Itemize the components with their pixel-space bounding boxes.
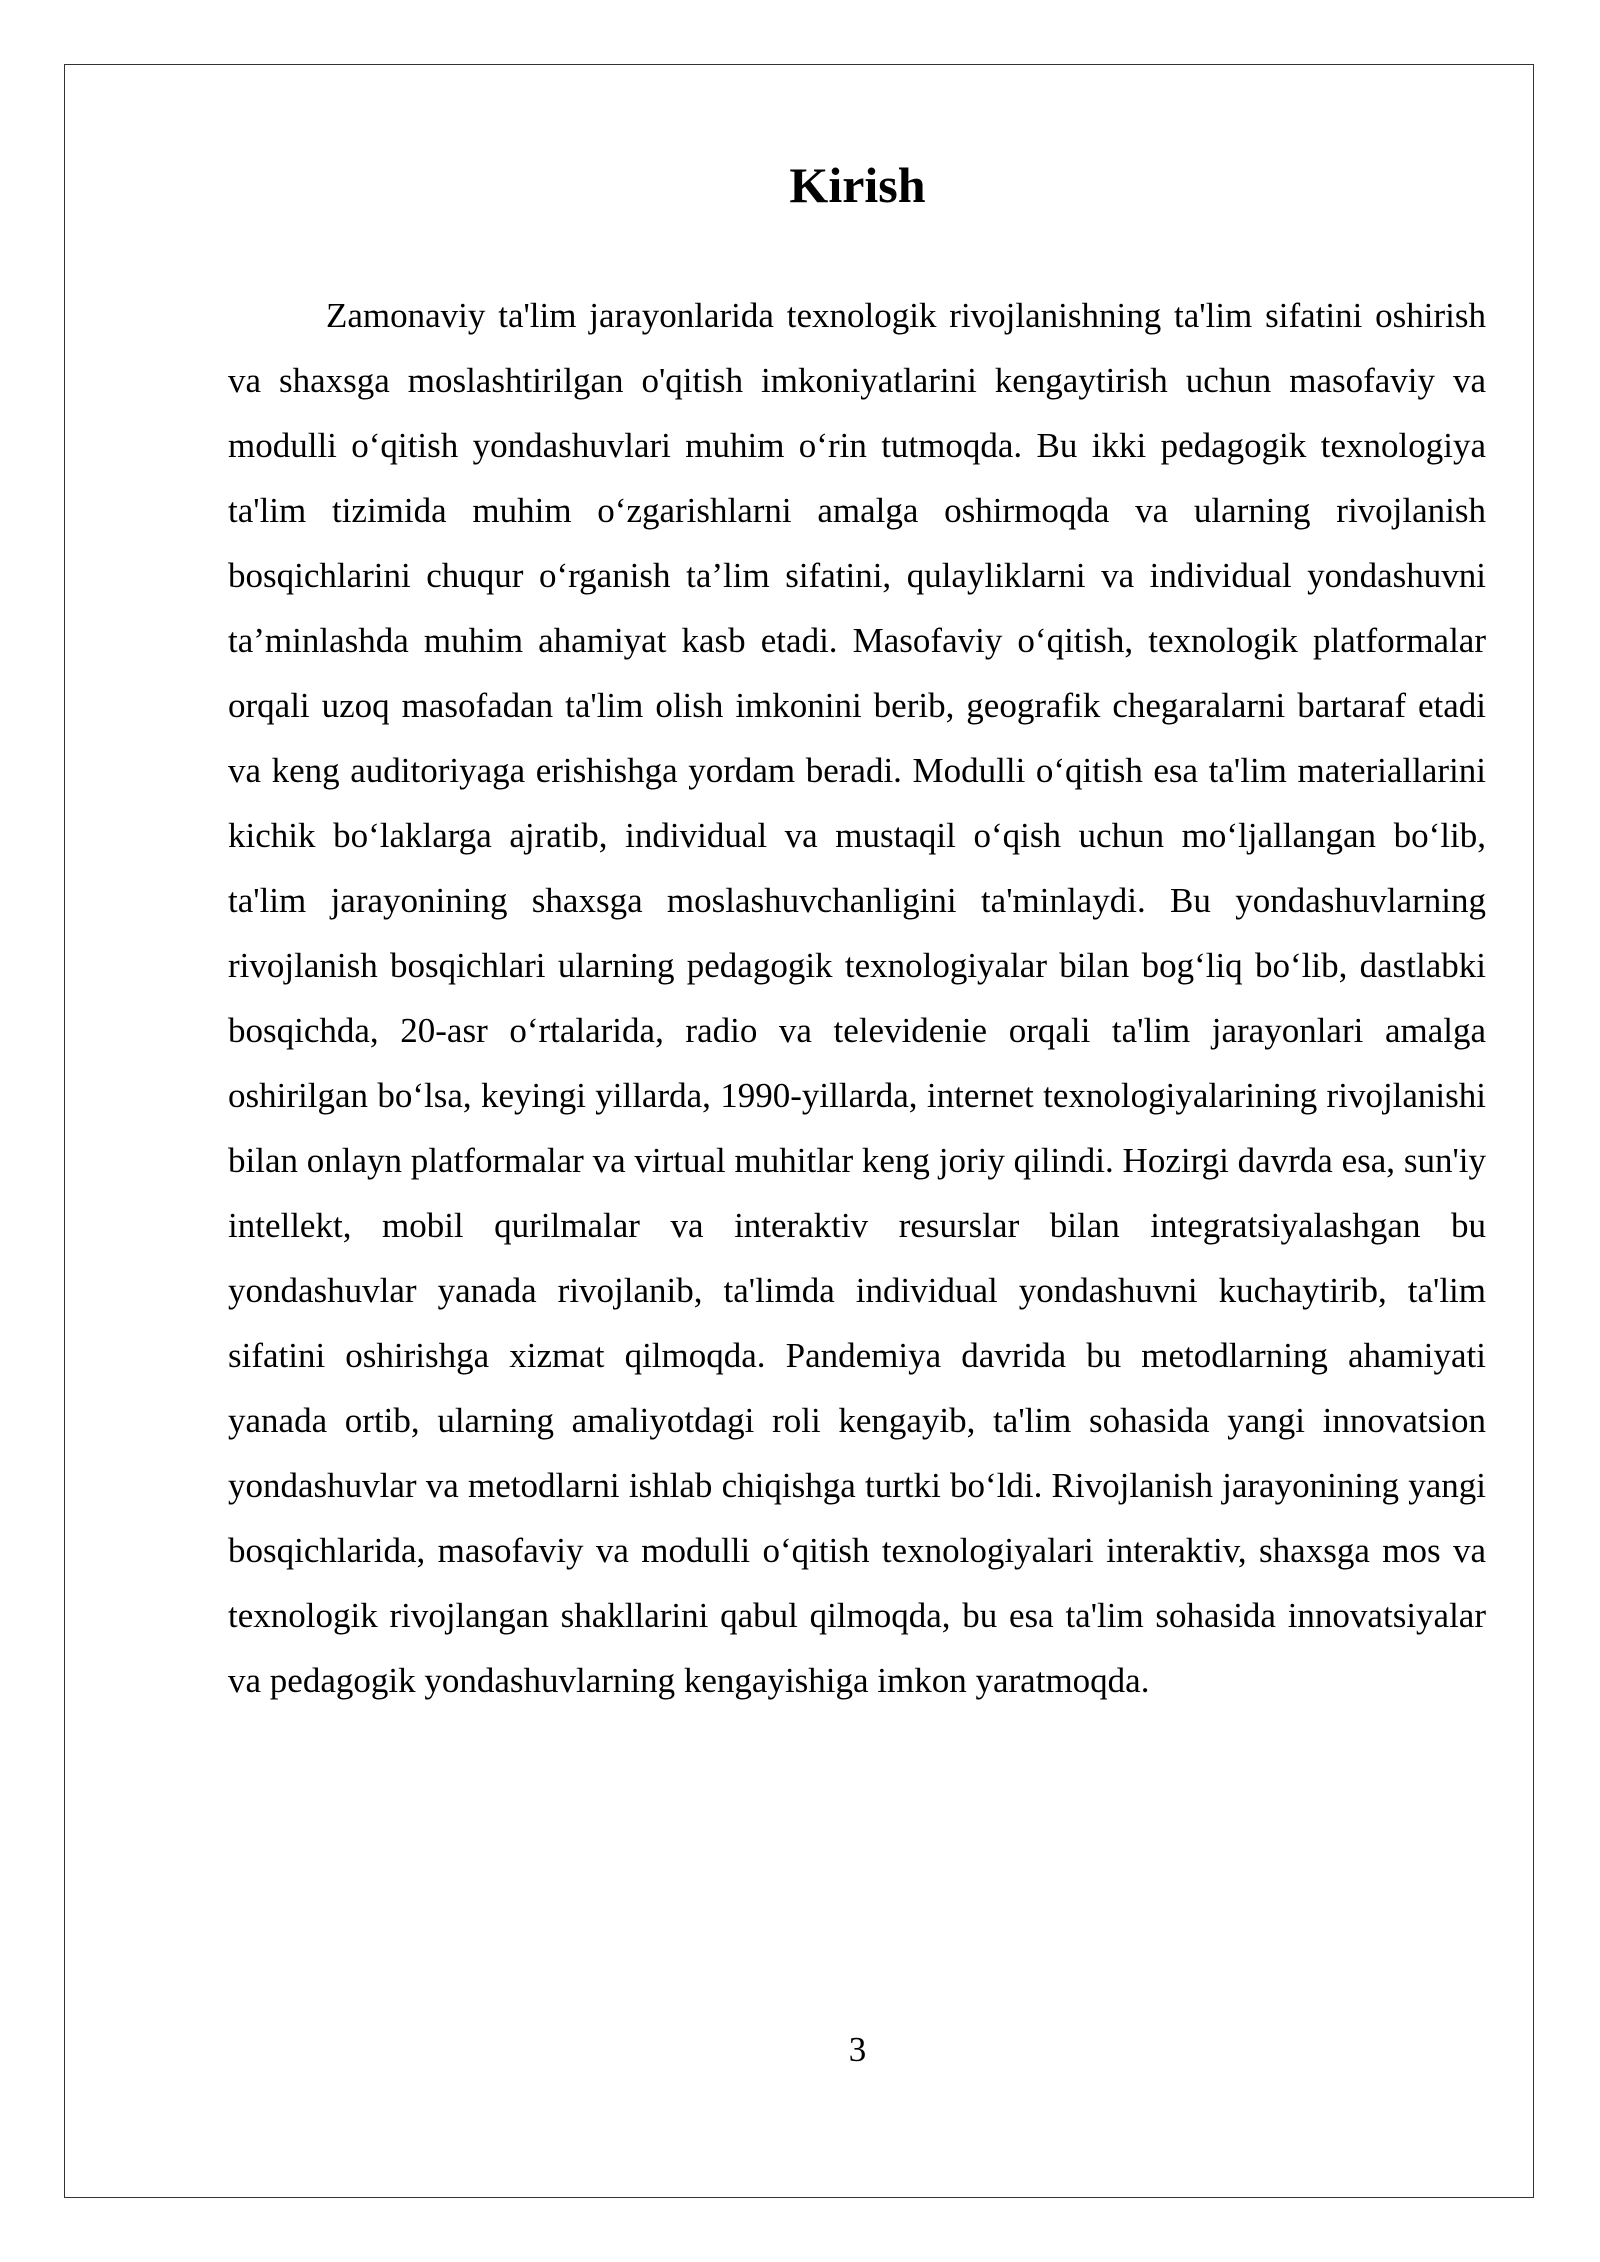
page-number: 3 (848, 2030, 867, 2069)
page-title: Kirish (789, 157, 926, 213)
body-paragraph: Zamonaviy ta'lim jarayonlarida texnologik rivojlanishning ta'lim sifatini oshirish va shaxsga moslashtirilgan o'qitish imkoniyatlarini kengaytirish uchun masofaviy va modulli oʻqitish yondashuvlari muhim oʻrin tutmoqda. Bu ikki pedagogik texnologiya ta'lim tizimida muhim oʻzgarishlarni amalga oshirmoqda va ularning rivojlanish bosqichlarini chuqur oʻrganish ta’lim sifatini, qulayliklarni va individual yondashuvni ta’minlashda muhim ahamiyat kasb etadi. Masofaviy oʻqitish, texnologik platformalar orqali uzoq masofadan ta'lim olish imkonini berib, geografik chegaralarni bartaraf etadi va keng auditoriyaga erishishga yordam beradi. Modulli oʻqitish esa ta'lim materiallarini kichik boʻlaklarga ajratib, individual va mustaqil oʻqish uchun moʻljallangan boʻlib, ta'lim jarayonining shaxsga moslashuvchanligini ta'minlaydi. Bu yondashuvlarning rivojlanish bosqichlari ularning pedagogik texnologiyalar bilan bogʻliq boʻlib, dastlabki bosqichda, 20-asr oʻrtalarida, radio va televidenie orqali ta'lim jarayonlari amalga oshirilgan boʻlsa, keyingi yillarda, 1990-yillarda, internet texnologiyalarining rivojlanishi bilan onlayn platformalar va virtual muhitlar keng joriy qilindi. Hozirgi davrda esa, sun'iy intellekt, mobil qurilmalar va interaktiv resurslar bilan integratsiyalashgan bu yondashuvlar yanada rivojlanib, ta'limda individual yondashuvni kuchaytirib, ta'lim sifatini oshirishga xizmat qilmoqda. Pandemiya davrida bu metodlarning ahamiyati yanada ortib, ularning amaliyotdagi roli kengayib, ta'lim sohasida yangi innovatsion yondashuvlar va metodlarni ishlab chiqishga turtki boʻldi. Rivojlanish jarayonining yangi bosqichlarida, masofaviy va modulli oʻqitish texnologiyalari interaktiv, shaxsga mos va texnologik rivojlangan shakllarini qabul qilmoqda, bu esa ta'lim sohasida innovatsiyalar va pedagogik yondashuvlarning kengayishiga imkon yaratmoqda. (228, 296, 1486, 1700)
